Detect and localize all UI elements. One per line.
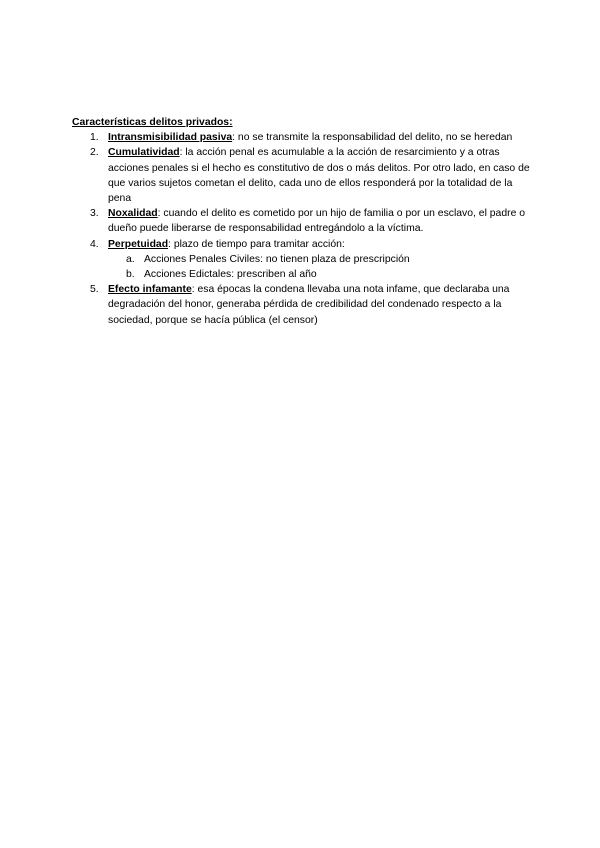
list-item <box>72 130 532 145</box>
list-item <box>72 282 532 328</box>
sub-list <box>108 252 532 282</box>
item-term: Perpetuidad <box>108 238 169 250</box>
item-text: : cuando el delito es cometido por un hijo de familia o por un esclavo, el padre o dueño puede liberarse de responsabilidad entregándolo a la víctima. <box>108 208 526 235</box>
item-number: 3. <box>90 208 99 220</box>
sub-list-item <box>108 252 532 267</box>
item-term: Cumulatividad <box>108 147 180 159</box>
sub-list-item <box>108 267 532 282</box>
section-heading: Características delitos privados: <box>72 117 233 128</box>
sub-item-letter: a. <box>126 253 135 265</box>
characteristics-list <box>72 130 532 328</box>
item-text: : no se transmite la responsabilidad del delito, no se heredan <box>232 132 513 144</box>
document-content <box>72 115 532 328</box>
item-number: 1. <box>90 132 99 144</box>
item-text: : la acción penal es acumulable a la acción de resarcimiento y a otras acciones penales si el hecho es constitutivo de dos o más delitos. Por otro lado, en caso de que varios sujetos cometan el delito, cada uno de ellos responderá por la totalidad de la pena <box>108 147 530 205</box>
list-item <box>72 145 532 206</box>
item-term: Efecto infamante <box>108 284 192 296</box>
sub-item-text: Acciones Edictales: prescriben al año <box>144 269 317 281</box>
item-term: Noxalidad <box>108 208 158 220</box>
sub-item-text: Acciones Penales Civiles: no tienen plaza de prescripción <box>144 253 410 265</box>
item-number: 2. <box>90 147 99 159</box>
item-number: 4. <box>90 238 99 250</box>
list-item <box>72 206 532 236</box>
item-text: : plazo de tiempo para tramitar acción: <box>168 238 345 250</box>
item-text: : esa épocas la condena llevaba una nota infame, que declaraba una degradación del honor, generaba pérdida de credibilidad del condenado respecto a la sociedad, porque se hacía pública (el censor) <box>108 284 510 326</box>
item-term: Intransmisibilidad pasiva <box>108 132 233 144</box>
list-item <box>72 237 532 283</box>
item-number: 5. <box>90 284 99 296</box>
sub-item-letter: b. <box>126 269 135 281</box>
